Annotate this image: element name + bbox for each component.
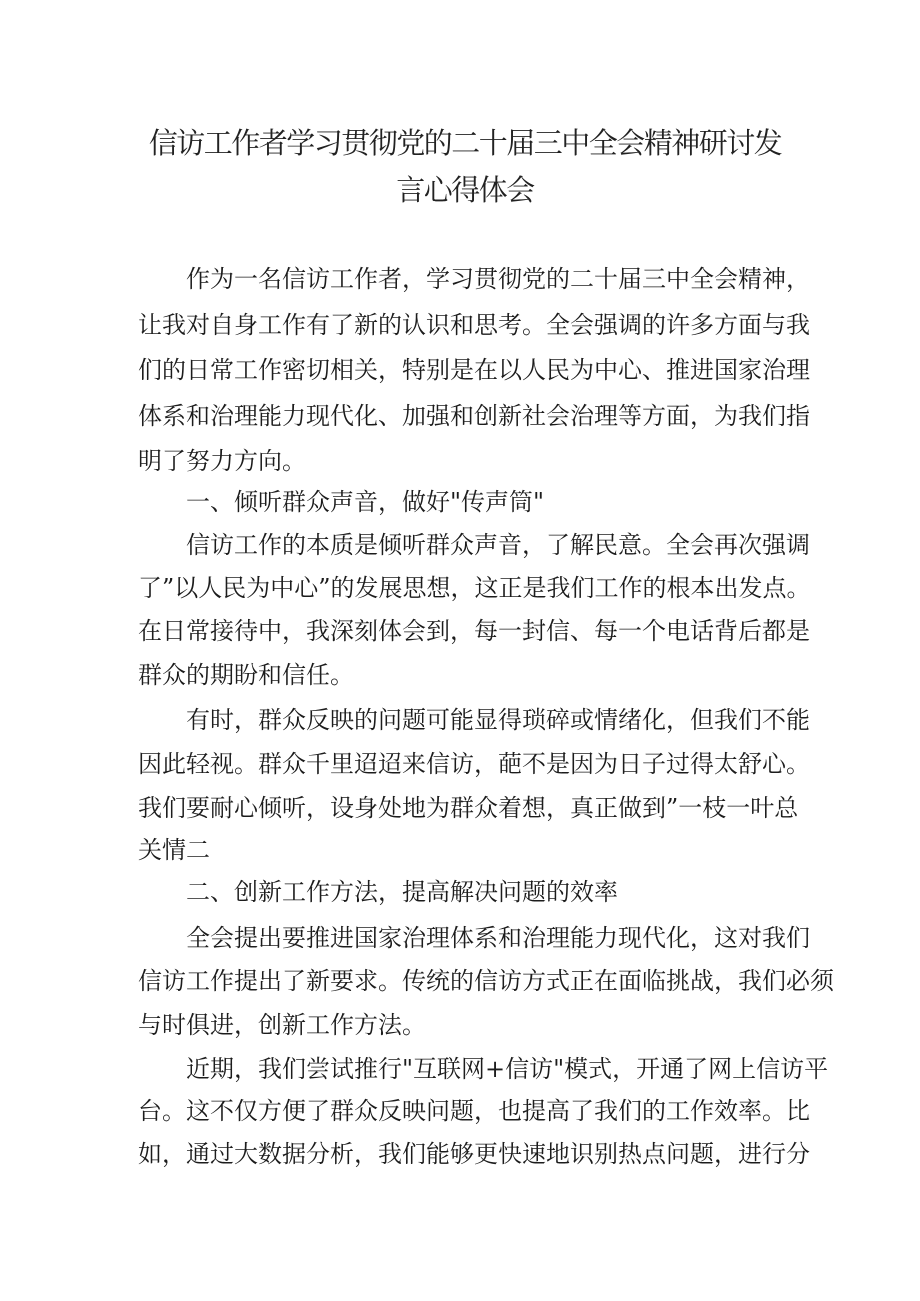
paragraph-line: 近期，我们尝试推行"互联网+信访"模式，开通了网上信访平 — [186, 1055, 829, 1083]
paragraph-line: 我们要耐心倾听，设身处地为群众着想，真正做到”一枝一叶总 — [138, 794, 799, 822]
paragraph-line: 因此轻视。群众千里迢迢来信访，葩不是因为日子过得太舒心。 — [138, 750, 810, 778]
section-heading-1: 一、倾听群众声音，做好"传声筒" — [186, 488, 545, 516]
paragraph-line: 如，通过大数据分析，我们能够更快速地识别热点问题，进行分 — [138, 1140, 810, 1168]
document-title-line-2: 言心得体会 — [396, 173, 534, 207]
paragraph-line: 们的日常工作密切相关，特别是在以人民为中心、推进国家治理 — [138, 356, 810, 384]
paragraph-line: 让我对自身工作有了新的认识和思考。全会强调的许多方面与我 — [138, 311, 810, 339]
paragraph-line: 了”以人民为中心”的发展思想，这正是我们工作的根本出发点。 — [138, 574, 811, 602]
paragraph-line: 群众的期盼和信任。 — [138, 661, 354, 689]
paragraph-line: 信访工作提出了新要求。传统的信访方式正在面临挑战，我们必须 — [138, 967, 834, 995]
document-title-line-1: 信访工作者学习贯彻党的二十届三中全会精神研讨发 — [148, 126, 782, 160]
paragraph-line: 明了努力方向。 — [138, 447, 306, 475]
paragraph-line: 与时俱进，创新工作方法。 — [138, 1011, 426, 1039]
paragraph-line: 全会提出要推进国家治理体系和治理能力现代化，这对我们 — [186, 924, 810, 952]
paragraph-line: 信访工作的本质是倾听群众声音，了解民意。全会再次强调 — [186, 531, 810, 559]
paragraph-line: 在日常接待中，我深刻体会到，每一封信、每一个电话背后都是 — [138, 617, 810, 645]
paragraph-line: 体系和治理能力现代化、加强和创新社会治理等方面，为我们指 — [138, 402, 810, 430]
paragraph-line: 作为一名信访工作者，学习贯彻党的二十届三中全会精神， — [186, 265, 810, 293]
section-heading-2: 二、创新工作方法，提高解决问题的效率 — [186, 878, 618, 906]
paragraph-line: 台。这不仅方便了群众反映问题，也提高了我们的工作效率。比 — [138, 1097, 810, 1125]
paragraph-line: 有时，群众反映的问题可能显得琐碎或情绪化，但我们不能 — [186, 706, 810, 734]
paragraph-line: 关情二 — [138, 836, 210, 864]
